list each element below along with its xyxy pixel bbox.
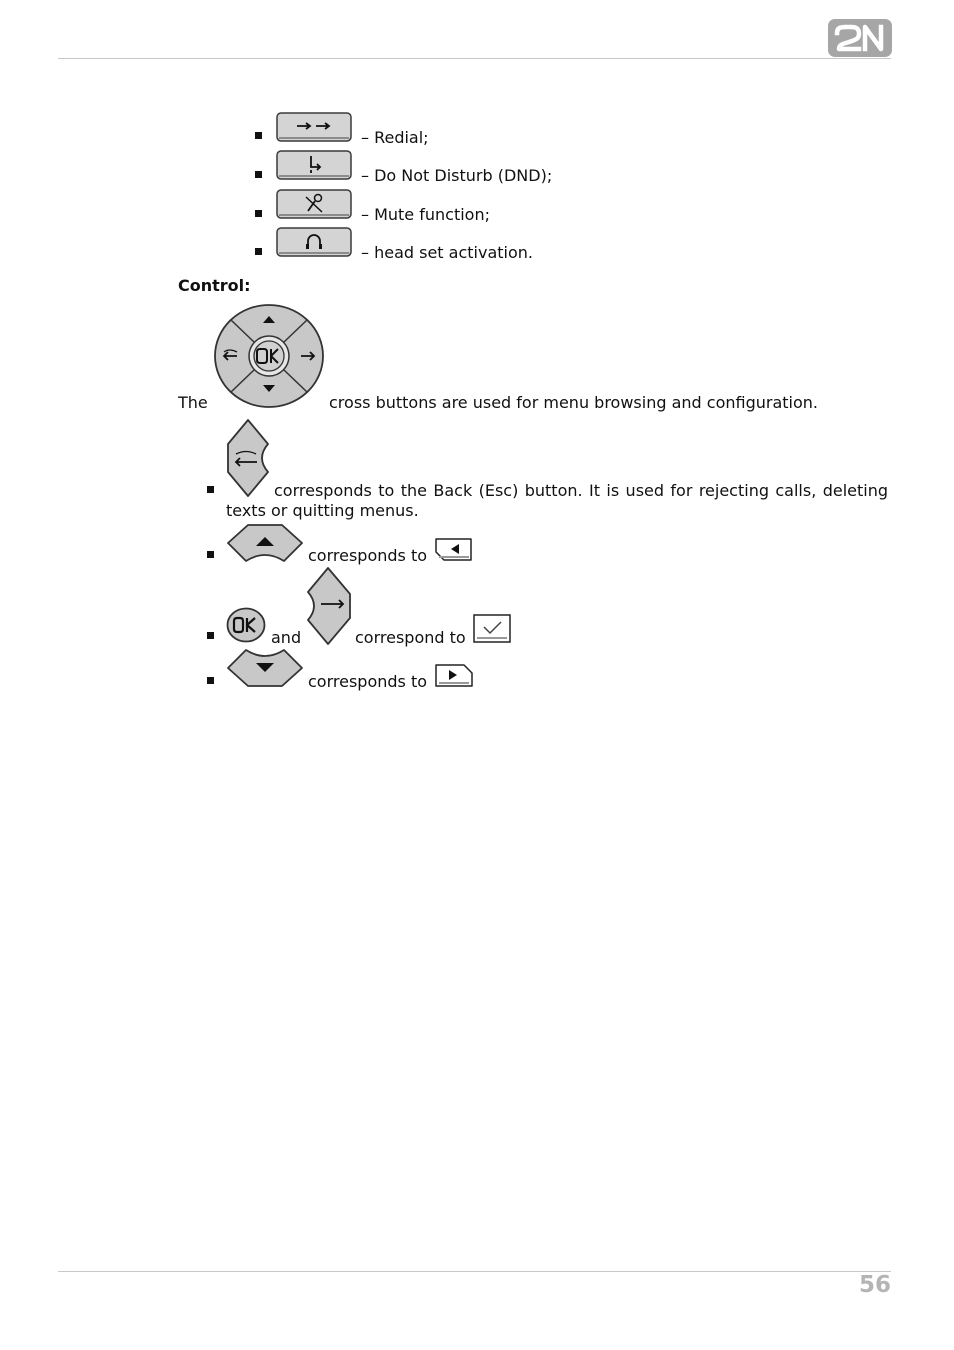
control-heading: Control:	[178, 276, 251, 295]
list-bullet	[207, 551, 214, 558]
up-key-description: corresponds to	[308, 546, 428, 565]
ok-key-icon	[226, 607, 266, 643]
and-label: and	[271, 628, 302, 647]
redial-description: – Redial;	[361, 128, 429, 147]
confirm-key-icon	[473, 614, 512, 644]
dnd-description: – Do Not Disturb (DND);	[361, 166, 553, 185]
intro-suffix: cross buttons are used for menu browsing and configuration.	[329, 393, 818, 412]
list-bullet	[255, 132, 262, 139]
list-bullet	[207, 486, 214, 493]
back-key-description-continued: texts or quitting menus.	[226, 501, 419, 520]
list-bullet	[255, 171, 262, 178]
mute-description: – Mute function;	[361, 205, 490, 224]
back-key-icon	[226, 418, 270, 498]
up-key-icon	[226, 523, 304, 563]
down-key-icon	[226, 648, 304, 688]
left-arrow-key-icon	[435, 537, 473, 563]
mute-icon	[276, 189, 351, 217]
list-bullet	[207, 632, 214, 639]
ok-right-description: correspond to	[355, 628, 466, 647]
headset-icon	[276, 227, 351, 255]
list-bullet	[207, 677, 214, 684]
navigation-cross-icon	[213, 303, 325, 409]
back-key-description: corresponds to the Back (Esc) button. It is used for rejecting calls, deleting	[274, 481, 888, 500]
footer-rule	[58, 1271, 891, 1272]
list-bullet	[255, 210, 262, 217]
right-arrow-key-icon	[435, 663, 473, 689]
intro-prefix: The	[178, 393, 208, 412]
page-number: 56	[858, 1272, 891, 1298]
brand-logo	[828, 19, 892, 57]
dnd-icon	[276, 150, 351, 178]
down-key-description: corresponds to	[308, 672, 428, 691]
headset-description: – head set activation.	[361, 243, 533, 262]
header-rule	[58, 58, 891, 59]
redial-icon	[276, 112, 351, 140]
list-bullet	[255, 248, 262, 255]
right-key-icon	[306, 566, 352, 646]
